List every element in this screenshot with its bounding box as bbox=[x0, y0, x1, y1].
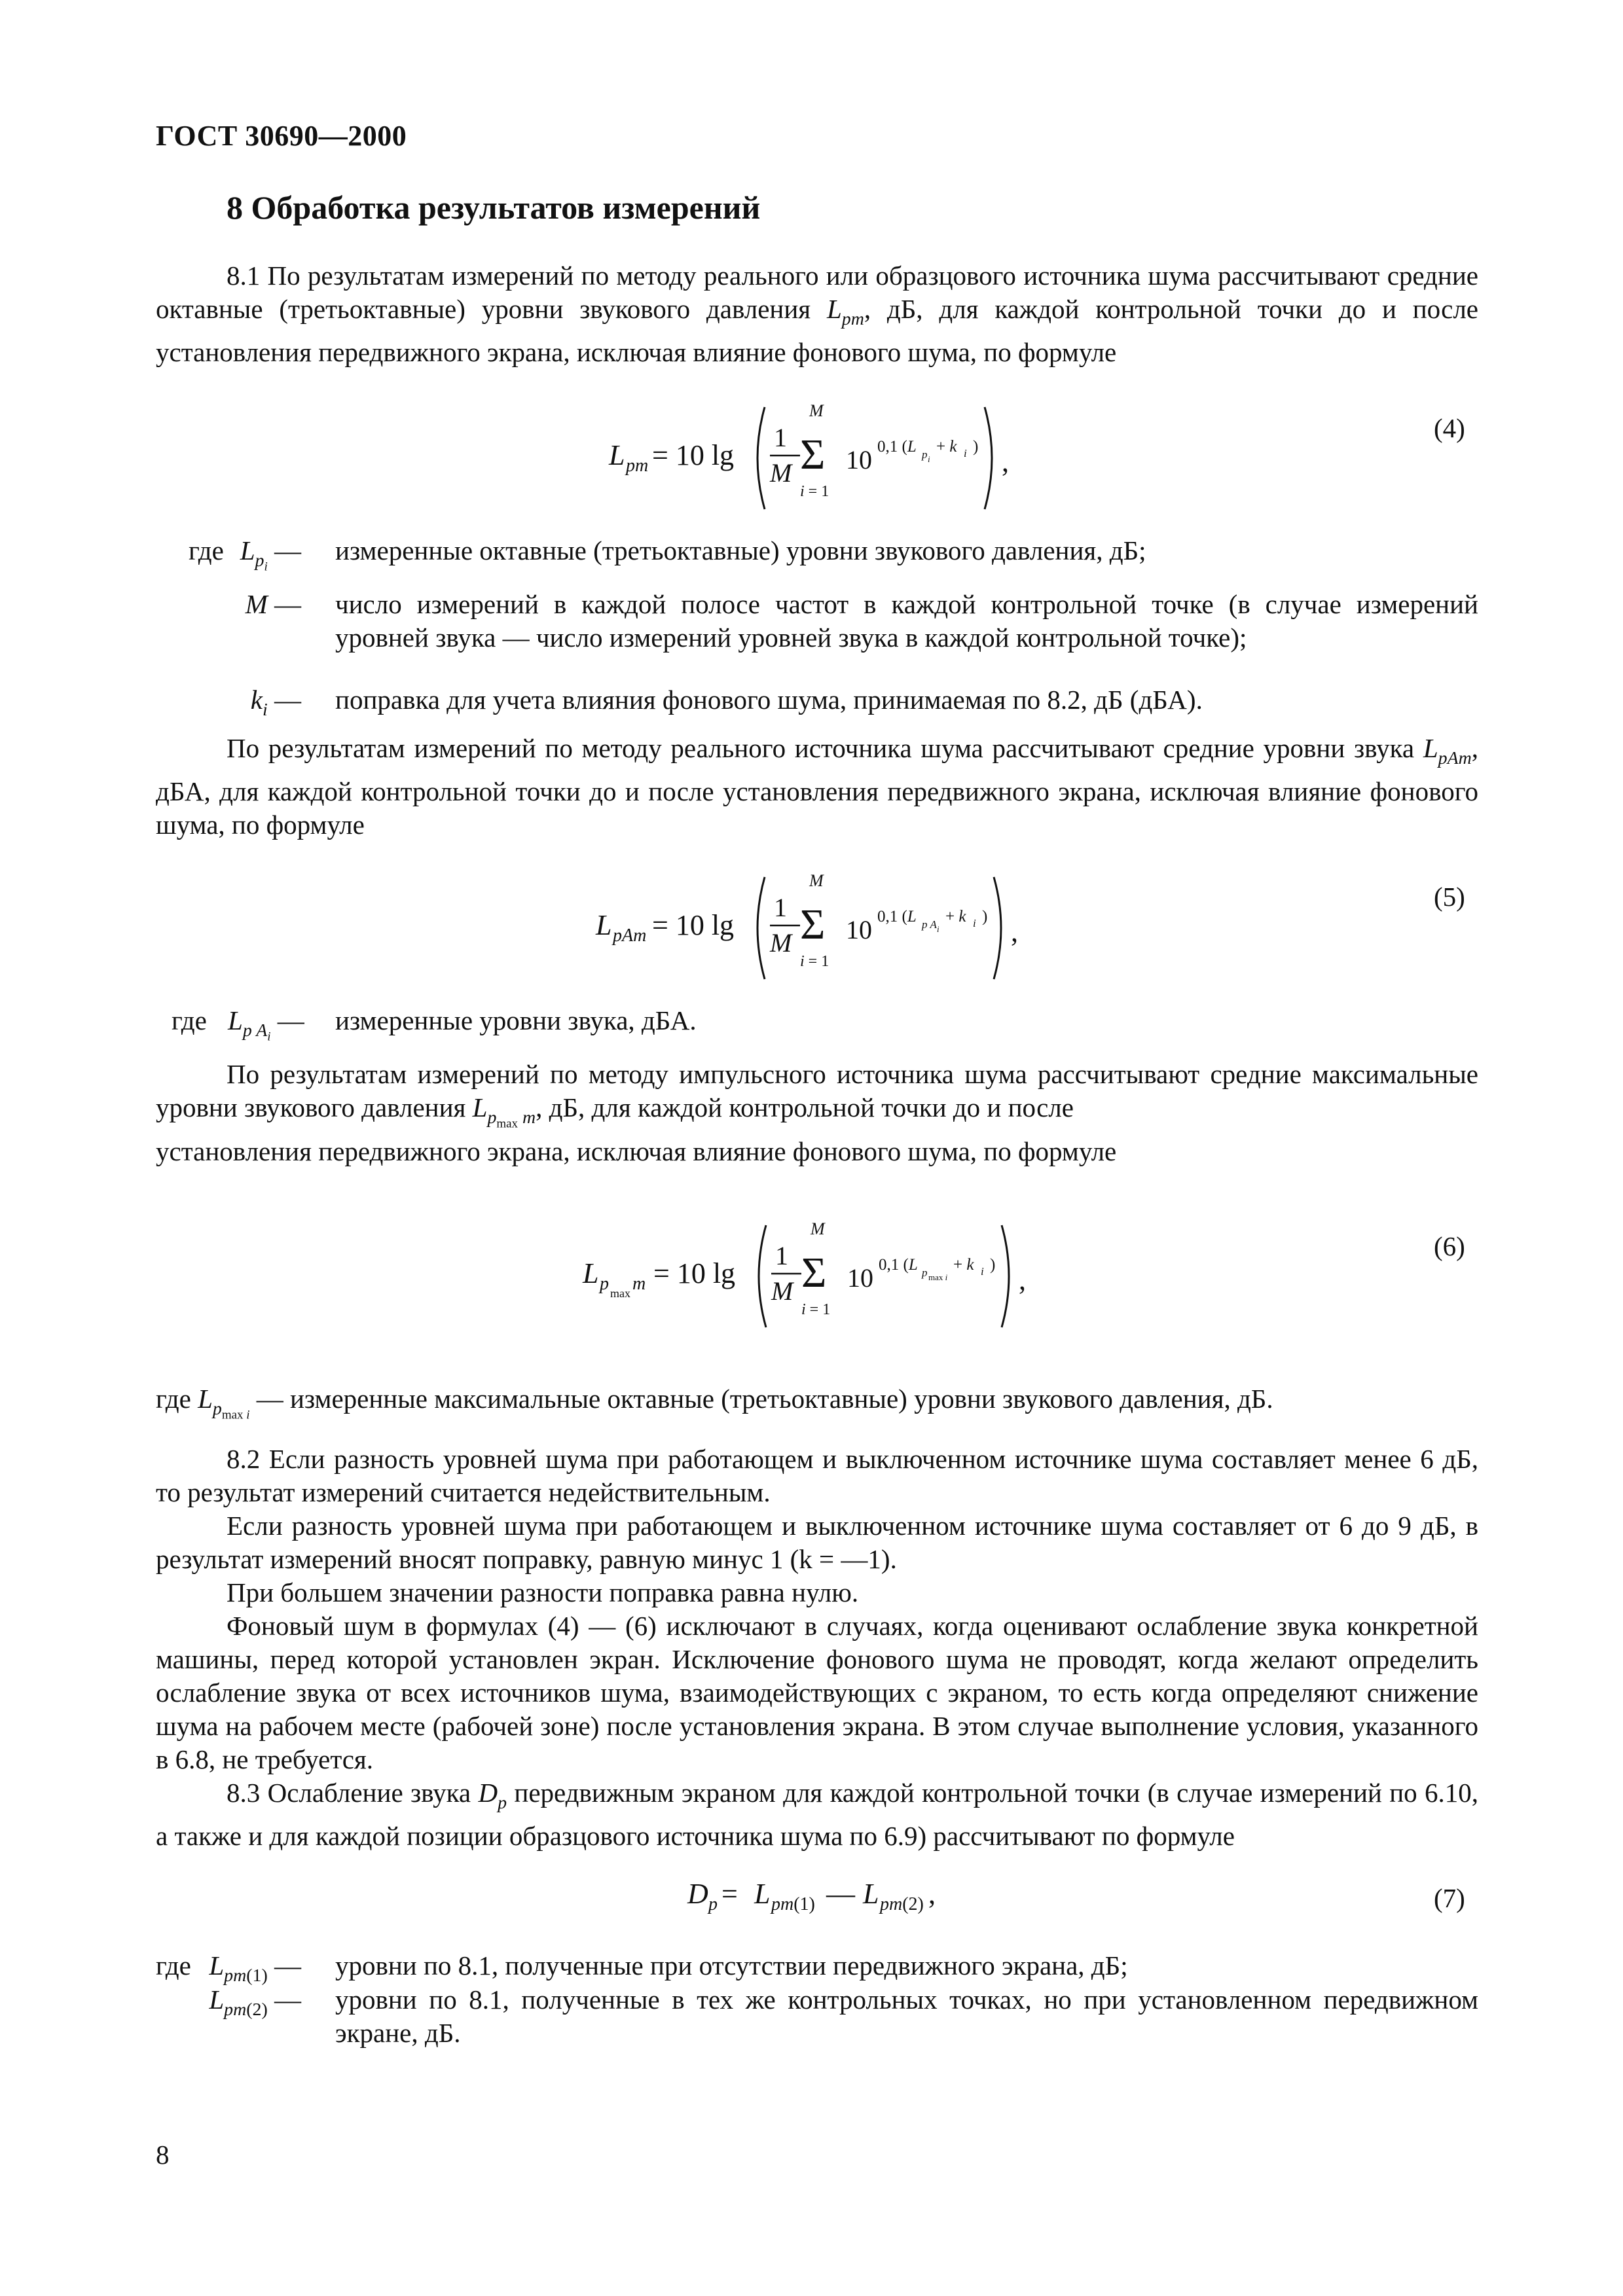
svg-text:M: M bbox=[811, 1219, 825, 1238]
where-label-7: где bbox=[156, 1950, 191, 1981]
formula-7 bbox=[681, 1872, 982, 1918]
svg-text:Σ: Σ bbox=[800, 431, 826, 478]
svg-text:0,1 (L: 0,1 (L bbox=[877, 908, 917, 925]
svg-text:1: 1 bbox=[774, 423, 787, 452]
formula-7-number: (7) bbox=[1434, 1883, 1465, 1913]
svg-text:M: M bbox=[770, 458, 792, 488]
def-text-ki: поправка для учета влияния фонового шума, принимаемая по 8.2, дБ (дБА). bbox=[335, 685, 1203, 715]
svg-text:,: , bbox=[1002, 446, 1009, 478]
paragraph-impulse-line2: установления передвижного экрана, исключая влияние фонового шума, по формуле bbox=[156, 1136, 1117, 1166]
svg-text:p: p bbox=[922, 1266, 928, 1279]
svg-text:—: — bbox=[826, 1878, 855, 1910]
section-title: 8 Обработка результатов измерений bbox=[227, 189, 761, 226]
paragraph-impulse: По результатам измерений по методу импульсного источника шума рассчитывают средние максимальные уровни звукового давления $L_{p_{max} m}$, дБ, для каждой контрольной точки до и после bbox=[156, 1059, 1478, 1131]
svg-text:+ k: + k bbox=[953, 1256, 974, 1274]
svg-text:): ) bbox=[973, 438, 979, 456]
def-text-m: число измерений в каждой полосе частот в каждой контрольной точке (в случае измерений уровней звука — число измерений уровней звука в каждой контрольной точке); bbox=[335, 589, 1478, 653]
svg-text:L: L bbox=[863, 1878, 879, 1910]
def-term-lpm2: $L_{pm(2)}$ — bbox=[209, 1984, 301, 2020]
where-label-5: где bbox=[172, 1005, 207, 1035]
svg-text:L: L bbox=[583, 1257, 599, 1289]
svg-text:): ) bbox=[982, 908, 988, 925]
def-text-lpm2: уровни по 8.1, полученные в тех же контрольных точках, но при установленном передвижном экране, дБ. bbox=[335, 1984, 1478, 2048]
p81-symbol-sub: pm bbox=[841, 308, 864, 329]
svg-text:0,1 (L: 0,1 (L bbox=[879, 1256, 918, 1274]
formula-4-number: (4) bbox=[1434, 413, 1465, 443]
paragraph-level: По результатам измерений по методу реального источника шума рассчитывают средние уровни звука $L_{pAm}$, дБА, для каждой контрольной точки до и после установления передвижного экрана, исключая влияние фонового шума, по формуле bbox=[156, 733, 1478, 840]
svg-text:= 10 lg: = 10 lg bbox=[653, 1257, 736, 1289]
svg-text:Σ: Σ bbox=[800, 901, 826, 948]
svg-text:i = 1: i = 1 bbox=[800, 953, 830, 970]
standard-header: ГОСТ 30690—2000 bbox=[156, 120, 407, 152]
svg-text:M: M bbox=[809, 401, 824, 420]
svg-text:i = 1: i = 1 bbox=[801, 1301, 831, 1318]
formula-5-number: (5) bbox=[1434, 882, 1465, 912]
formula-6 bbox=[563, 1217, 1074, 1335]
svg-text:i: i bbox=[981, 1265, 984, 1278]
svg-text:i: i bbox=[973, 917, 976, 929]
def-lpmaxi: где $L_{p_{max i}}$ — измеренные максимальные октавные (третьоктавные) уровни звукового давления, дБ. bbox=[156, 1384, 1273, 1422]
paragraph-8-2-1: 8.2 Если разность уровней шума при работающем и выключенном источнике шума составляет менее 6 дБ, то результат измерений считается недействительным. bbox=[156, 1444, 1478, 1507]
svg-text:p: p bbox=[922, 448, 928, 461]
def-text-lpm1: уровни по 8.1, полученные при отсутствии передвижного экрана, дБ; bbox=[335, 1950, 1128, 1981]
svg-text:,: , bbox=[1011, 916, 1018, 948]
svg-text:L: L bbox=[754, 1878, 771, 1910]
svg-text:p A: p A bbox=[922, 918, 937, 931]
svg-text:i: i bbox=[928, 454, 930, 464]
def-text-lpai: измеренные уровни звука, дБА. bbox=[335, 1005, 697, 1035]
def-term-ki: $k_i$ — bbox=[250, 685, 301, 720]
svg-text:L: L bbox=[609, 439, 625, 471]
def-term-m: M — bbox=[245, 589, 301, 619]
svg-text:): ) bbox=[990, 1256, 996, 1274]
svg-text:pAm: pAm bbox=[613, 925, 647, 946]
def-text-lpi: измеренные октавные (третьоктавные) уровни звукового давления, дБ; bbox=[335, 535, 1146, 565]
svg-text:+ k: + k bbox=[945, 908, 966, 925]
svg-text:1: 1 bbox=[774, 893, 787, 922]
svg-text:,: , bbox=[928, 1878, 936, 1910]
svg-text:p: p bbox=[600, 1274, 609, 1294]
svg-text:= 10 lg: = 10 lg bbox=[652, 439, 735, 471]
def-term-lpi: $L_{p_i}$ — bbox=[240, 535, 301, 574]
paragraph-8-3: 8.3 Ослабление звука $D_p$ передвижным экраном для каждой контрольной точки (в случае измерений по 6.10, а также и для каждой позиции образцового источника шума по 6.9) рассчитывают по формуле bbox=[156, 1778, 1478, 1851]
paragraph-8-1 bbox=[156, 259, 1478, 369]
svg-text:max i: max i bbox=[928, 1272, 948, 1282]
page-number: 8 bbox=[156, 2140, 170, 2170]
svg-text:0,1 (L: 0,1 (L bbox=[877, 438, 917, 456]
formula-6-number: (6) bbox=[1434, 1231, 1465, 1261]
svg-text:p: p bbox=[708, 1894, 718, 1914]
svg-text:i: i bbox=[964, 447, 967, 459]
def-term-lpai: $L_{p A_i}$ — bbox=[228, 1005, 304, 1044]
svg-text:10: 10 bbox=[847, 1263, 873, 1293]
p81-symbol: L bbox=[826, 294, 842, 324]
p81-lead: 8.1 По результатам измерений по методу реального или образцового источника шума рассчитывают средние октавные (третьоктавные) уровни звукового давления bbox=[156, 260, 1478, 324]
svg-text:L: L bbox=[596, 909, 612, 941]
svg-text:10: 10 bbox=[846, 445, 872, 475]
svg-text:M: M bbox=[809, 871, 824, 890]
p81-tail: , дБ, для каждой контрольной точки до и после установления передвижного экрана, исключая влияние фонового шума, по формуле bbox=[156, 294, 1479, 367]
svg-text:pm: pm bbox=[626, 456, 649, 476]
where-label: где bbox=[189, 535, 224, 565]
svg-text:+ k: + k bbox=[936, 438, 957, 456]
def-term-lpm1: $L_{pm(1)}$ — bbox=[209, 1950, 301, 1986]
svg-text:pm(1): pm(1) bbox=[771, 1894, 815, 1914]
svg-text:10: 10 bbox=[846, 915, 872, 944]
svg-text:M: M bbox=[770, 928, 792, 958]
svg-text:= 10 lg: = 10 lg bbox=[652, 909, 735, 941]
svg-text:max: max bbox=[610, 1287, 630, 1300]
svg-text:i: i bbox=[937, 924, 939, 934]
svg-text:Σ: Σ bbox=[801, 1249, 827, 1297]
svg-text:=: = bbox=[721, 1878, 738, 1910]
paragraph-8-2-2: Если разность уровней шума при работающем и выключенном источнике шума составляет от 6 до 9 дБ, в результат измерений вносят поправку, равную минус 1 (k = —1). bbox=[156, 1511, 1478, 1574]
paragraph-8-2-3: При большем значении разности поправка равна нулю. bbox=[227, 1577, 859, 1607]
paragraph-8-2-4: Фоновый шум в формулах (4) — (6) исключают в случаях, когда оценивают ослабление звука конкретной машины, перед которой установлен экран. Исключение фонового шума не проводят, когда желают определить ослабление звука от всех источников шума, взаимодействующих с экраном, то есть когда определяют снижение шума на рабочем месте (рабочей зоне) после установления экрана. В этом случае выполнение условия, указанного в 6.8, не требуется. bbox=[156, 1611, 1478, 1774]
formula-4 bbox=[589, 399, 1061, 517]
svg-text:m: m bbox=[632, 1274, 646, 1294]
svg-text:i = 1: i = 1 bbox=[800, 483, 830, 500]
svg-text:1: 1 bbox=[775, 1241, 788, 1270]
svg-text:,: , bbox=[1019, 1264, 1026, 1296]
svg-text:M: M bbox=[771, 1276, 793, 1306]
formula-5 bbox=[576, 869, 1061, 987]
svg-text:pm(2): pm(2) bbox=[880, 1894, 924, 1914]
svg-text:D: D bbox=[687, 1878, 708, 1910]
